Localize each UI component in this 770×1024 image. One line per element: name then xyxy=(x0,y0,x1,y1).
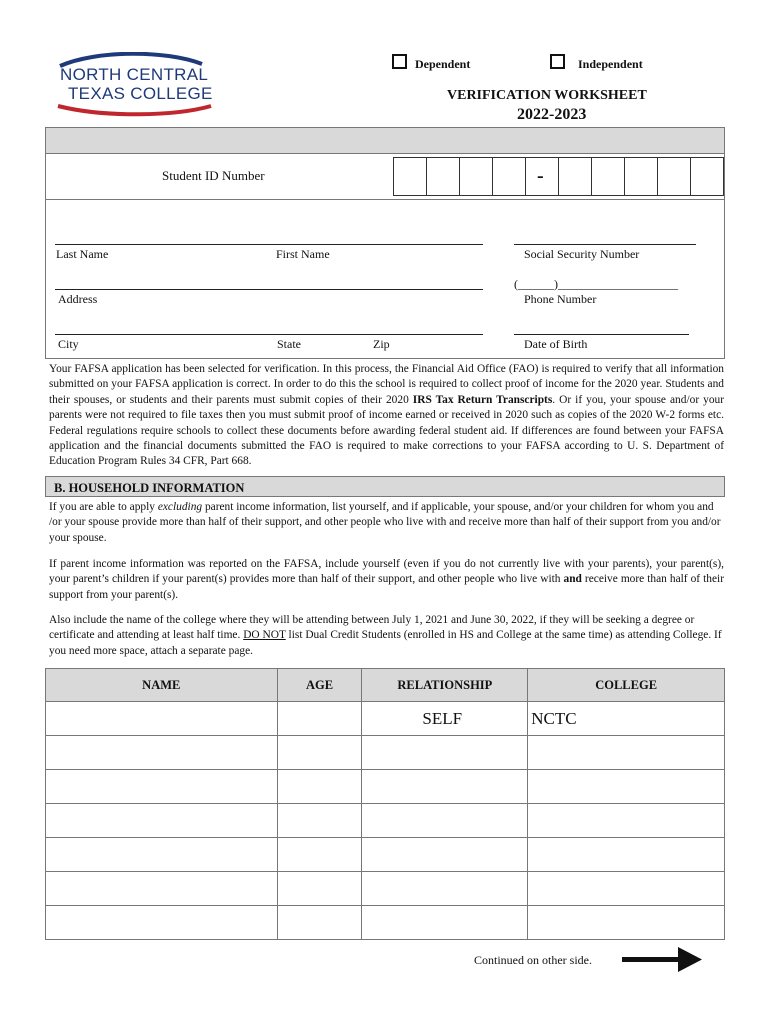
age-cell[interactable] xyxy=(277,872,362,906)
college-cell[interactable] xyxy=(528,872,725,906)
name-cell[interactable] xyxy=(46,804,278,838)
household-para-3 xyxy=(49,613,724,659)
name-cell[interactable] xyxy=(46,838,278,872)
name-cell[interactable] xyxy=(46,702,278,736)
student-id-digit-1[interactable] xyxy=(393,157,427,196)
award-year: 2022-2023 xyxy=(517,106,587,123)
verification-intro xyxy=(49,362,724,470)
arrow-right-icon xyxy=(622,945,704,975)
student-id-digit-9[interactable] xyxy=(690,157,724,196)
student-id-separator: - xyxy=(537,165,544,187)
household-para-2-c: receive more than half of their support from your parent(s). xyxy=(49,573,724,601)
address-line[interactable] xyxy=(55,289,483,290)
independent-checkbox[interactable] xyxy=(550,54,565,69)
table-row xyxy=(46,906,725,940)
relationship-self: SELF xyxy=(422,708,463,728)
household-para-1-a: If you are able to apply xyxy=(49,501,158,513)
table-row xyxy=(46,872,725,906)
age-cell[interactable] xyxy=(277,838,362,872)
student-id-digit-8[interactable] xyxy=(657,157,691,196)
household-para-2-a: If parent income information was reported on the FAFSA, include yourself (even if you do not currently live with your parents), your parent(s), your parent’s children if your parent(s) provides more than half of their support, and other people who live with xyxy=(49,558,724,586)
table-row xyxy=(46,804,725,838)
student-id-digit-2[interactable] xyxy=(426,157,460,196)
household-para-2 xyxy=(49,557,724,603)
household-para-1 xyxy=(49,500,724,546)
logo-swoosh-bottom xyxy=(56,102,216,120)
college-cell[interactable] xyxy=(528,702,725,736)
name-cell[interactable] xyxy=(46,736,278,770)
last-name-label: Last Name xyxy=(56,247,109,261)
household-para-3-c: list Dual Credit Students (enrolled in HS and College at the same time) as attending College. If you need more space, attach a separate page. xyxy=(49,629,722,657)
name-cell[interactable] xyxy=(46,770,278,804)
city-state-zip-line[interactable] xyxy=(55,334,483,335)
age-cell[interactable] xyxy=(277,906,362,940)
college-cell[interactable] xyxy=(528,804,725,838)
student-id-digit-5[interactable] xyxy=(558,157,592,196)
first-name-label: First Name xyxy=(276,247,330,261)
college-cell[interactable] xyxy=(528,906,725,940)
household-table-header xyxy=(46,669,725,702)
name-line[interactable] xyxy=(55,244,483,245)
table-row xyxy=(46,702,725,736)
name-cell[interactable] xyxy=(46,906,278,940)
logo-text-line1: NORTH CENTRAL xyxy=(60,65,209,84)
household-para-1-c: parent income information, list yourself, and if applicable, your spouse, and/or your children for whom you and /or your spouse provide more than half of their support, and other people who live with and receive more than half of their support from you and/or your spouse. xyxy=(49,501,721,544)
relationship-cell[interactable] xyxy=(362,872,528,906)
student-id-digit-4[interactable] xyxy=(492,157,526,196)
relationship-cell[interactable] xyxy=(362,770,528,804)
household-table xyxy=(45,668,725,940)
state-label: State xyxy=(277,337,301,351)
college-cell[interactable] xyxy=(528,838,725,872)
relationship-cell[interactable] xyxy=(362,906,528,940)
column-college: COLLEGE xyxy=(528,669,725,702)
household-heading: B. HOUSEHOLD INFORMATION xyxy=(54,481,245,495)
relationship-cell[interactable] xyxy=(362,736,528,770)
address-label: Address xyxy=(58,292,98,306)
table-row xyxy=(46,838,725,872)
header-bar xyxy=(45,127,725,154)
student-id-digit-7[interactable] xyxy=(624,157,658,196)
column-name: NAME xyxy=(46,669,278,702)
dob-line[interactable] xyxy=(514,334,689,335)
relationship-cell[interactable] xyxy=(362,838,528,872)
name-cell[interactable] xyxy=(46,872,278,906)
student-id-label: Student ID Number xyxy=(162,168,265,183)
student-id-digit-6[interactable] xyxy=(591,157,625,196)
household-and: and xyxy=(563,573,582,586)
ssn-line[interactable] xyxy=(514,244,696,245)
independent-label: Independent xyxy=(578,57,643,71)
phone-blank[interactable]: (______)____________________ xyxy=(514,277,678,291)
city-label: City xyxy=(58,337,79,351)
phone-label: Phone Number xyxy=(524,292,597,306)
college-logo xyxy=(56,52,216,122)
student-id-boxes xyxy=(393,157,724,196)
household-do-not: DO NOT xyxy=(243,629,286,642)
household-para-3-a: Also include the name of the college where they will be attending between July 1, 2021 and June 30, 2022, if they will be seeking a degree or certificate and attending at least half time. xyxy=(49,614,695,642)
column-relationship: RELATIONSHIP xyxy=(362,669,528,702)
table-row xyxy=(46,736,725,770)
dob-label: Date of Birth xyxy=(524,337,588,351)
household-excluding: excluding xyxy=(157,501,203,513)
college-nctc: NCTC xyxy=(531,708,577,728)
intro-text-2: . Or if you, your spouse and/or your parents were not required to file taxes then you must submit proof of income earned or received in 2020 such as copies of the 2020 W-2 forms etc. Federal regulations require schools to collect these documents before awarding federal student aid. If differences are found between your FAFSA application and the financial documents submitted the FAO is required to make corrections to your FAFSA according to U. S. Department of Education Program Rules 34 CFR, Part 668. xyxy=(49,393,724,468)
dependent-checkbox[interactable] xyxy=(392,54,407,69)
page-title: VERIFICATION WORKSHEET xyxy=(447,88,647,103)
age-cell[interactable] xyxy=(277,804,362,838)
zip-label: Zip xyxy=(373,337,390,351)
column-age: AGE xyxy=(277,669,362,702)
ssn-label: Social Security Number xyxy=(524,247,640,261)
table-row xyxy=(46,770,725,804)
intro-text-1: Your FAFSA application has been selected for verification. In this process, the Financial Aid Office (FAO) is required to verify that all information submitted on your FAFSA application is correct. In order to do this the school is required to collect proof of income for the 2020 year. Students and their spouses, or students and their parents must submit copies of their 2020 xyxy=(49,363,724,406)
age-cell[interactable] xyxy=(277,770,362,804)
age-cell[interactable] xyxy=(277,702,362,736)
student-id-digit-3[interactable] xyxy=(459,157,493,196)
college-cell[interactable] xyxy=(528,770,725,804)
dependent-label: Dependent xyxy=(415,57,471,71)
relationship-cell[interactable] xyxy=(362,702,528,736)
intro-irs-transcripts: IRS Tax Return Transcripts xyxy=(412,393,553,406)
logo-text-line2: TEXAS COLLEGE xyxy=(68,84,213,103)
college-cell[interactable] xyxy=(528,736,725,770)
relationship-cell[interactable] xyxy=(362,804,528,838)
age-cell[interactable] xyxy=(277,736,362,770)
continued-note: Continued on other side. xyxy=(474,953,592,967)
